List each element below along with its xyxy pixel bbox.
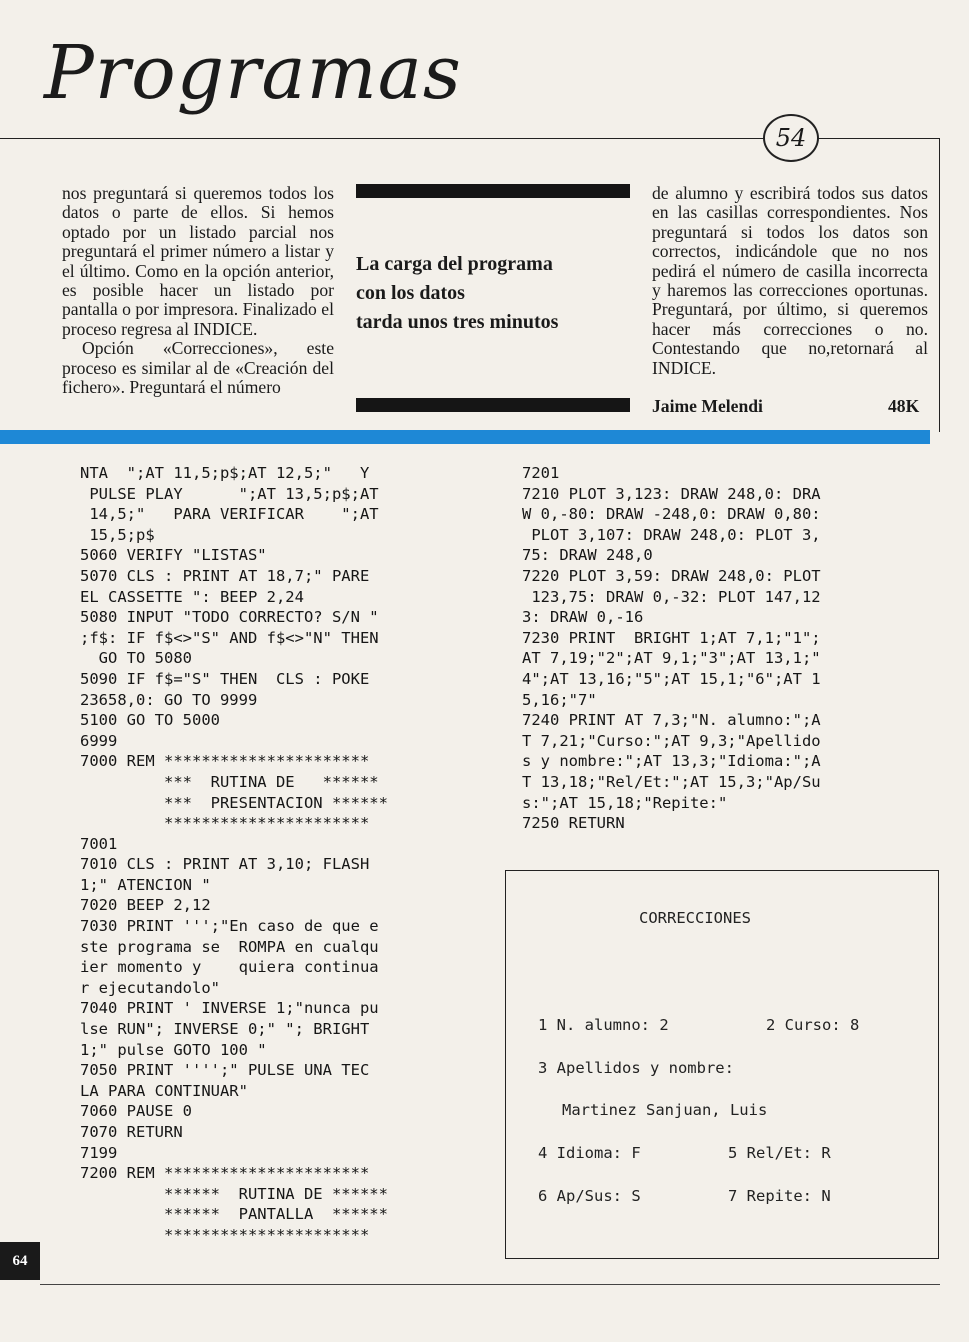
code-line: *** RUTINA DE ****** [80, 772, 379, 791]
article-column-3 [652, 184, 928, 378]
code-line: ****** PANTALLA ****** [80, 1205, 388, 1224]
code-line: 7210 PLOT 3,123: DRAW 248,0: DRA [522, 484, 821, 503]
code-line: 7199 [80, 1143, 118, 1162]
code-line: 7240 PRINT AT 7,3;"N. alumno:";A [522, 711, 821, 730]
code-line: ste programa se ROMPA en cualqu [80, 937, 379, 956]
screen-field-nombre-value: Martinez Sanjuan, Luis [562, 1101, 768, 1119]
section-title: Programas [44, 30, 462, 116]
code-listing-right [522, 463, 922, 834]
code-line: 5100 GO TO 5000 [80, 711, 220, 730]
code-line: GO TO 5080 [80, 649, 192, 668]
code-line: ********************** [80, 1225, 370, 1244]
code-line: 7070 RETURN [80, 1123, 183, 1141]
pull-quote-text [356, 250, 630, 337]
code-line: 7250 RETURN [522, 814, 625, 833]
code-line: AT 7,19;"2";AT 9,1;"3";AT 13,1;" [522, 649, 821, 668]
bottom-rule [40, 1284, 940, 1285]
pull-quote [356, 184, 630, 412]
screen-title: CORRECCIONES [639, 909, 751, 927]
article-paragraph: Opción «Correcciones», este proceso es similar al de «Creación del fichero». Preguntará el número [62, 338, 334, 398]
code-line: 7060 PAUSE 0 [80, 1102, 192, 1121]
code-line: NTA ";AT 11,5;p$;AT 12,5;" Y [80, 464, 370, 482]
code-line: 123,75: DRAW 0,-32: PLOT 147,12 [522, 587, 821, 606]
pull-quote-bottom-bar [356, 398, 630, 412]
code-line: 7010 CLS : PRINT AT 3,10; FLASH [80, 855, 370, 874]
page-number: 64 [0, 1242, 40, 1280]
code-line: 7030 PRINT ''';"En caso de que e [80, 917, 379, 936]
frame-right-rule [939, 138, 940, 432]
code-line: 7200 REM ********************** [80, 1164, 370, 1183]
code-line: ********************** [80, 814, 370, 833]
blue-divider [0, 430, 930, 444]
code-line: ****** RUTINA DE ****** [80, 1184, 388, 1203]
article-paragraph: nos preguntará si queremos todos los datos o parte de ellos. Si hemos optado por un listado parcial nos preguntará el primer número a listar y el último. Como en la opción anterior, es posible hacer un listado por pantalla o por impresora. Finalizado el proceso regresa al INDICE. [62, 183, 334, 339]
code-line: ;f$: IF f$<>"S" AND f$<>"N" THEN [80, 628, 379, 647]
code-line: 5070 CLS : PRINT AT 18,7;" PARE [80, 566, 370, 585]
pull-quote-line: con los datos [356, 282, 465, 304]
code-line: 5090 IF f$="S" THEN CLS : POKE [80, 669, 370, 688]
screen-field-alumno: 1 N. alumno: 2 [538, 1016, 669, 1034]
code-line: 3: DRAW 0,-16 [522, 608, 644, 627]
code-line: r ejecutandolo" [80, 978, 220, 997]
program-number-badge: 54 [763, 114, 819, 162]
code-line: 23658,0: GO TO 9999 [80, 690, 258, 709]
code-line: s:";AT 15,18;"Repite:" [522, 793, 728, 812]
code-line: 14,5;" PARA VERIFICAR ";AT [80, 505, 379, 524]
code-line: ier momento y quiera continua [80, 958, 379, 977]
code-line: 7220 PLOT 3,59: DRAW 248,0: PLOT [522, 566, 821, 585]
screen-field-idioma: 4 Idioma: F [538, 1144, 641, 1162]
code-line: 7230 PRINT BRIGHT 1;AT 7,1;"1"; [522, 628, 821, 647]
screen-field-apellidos: 3 Apellidos y nombre: [538, 1059, 734, 1077]
article-column-1 [62, 184, 334, 397]
code-line: PULSE PLAY ";AT 13,5;p$;AT [80, 484, 379, 503]
screen-field-repite: 7 Repite: N [728, 1187, 831, 1205]
code-line: 5060 VERIFY "LISTAS" [80, 546, 267, 565]
code-line: 7020 BEEP 2,12 [80, 896, 211, 915]
code-listing-left [80, 463, 490, 1246]
screen-field-curso: 2 Curso: 8 [766, 1016, 860, 1034]
pull-quote-line: tarda unos tres minutos [356, 311, 559, 333]
code-line: 5080 INPUT "TODO CORRECTO? S/N " [80, 608, 379, 627]
pull-quote-line: La carga del programa [356, 253, 553, 275]
code-line: PLOT 3,107: DRAW 248,0: PLOT 3, [522, 525, 821, 544]
author-name: Jaime Melendi [652, 396, 763, 416]
article-paragraph: de alumno y escribirá todos sus datos en las casillas correspondientes. Nos preguntará si todos los datos son correctos, indicándole que no nos pedirá el número de casilla incorrecta y haremos las correcciones oportunas. Preguntará, por último, si queremos hacer más correcciones o no. Contestando que no,retornará al INDICE. [652, 183, 928, 378]
edition-label: 48K [888, 396, 920, 416]
code-line: LA PARA CONTINUAR" [80, 1081, 248, 1100]
code-line: 6999 [80, 731, 118, 750]
code-line: *** PRESENTACION ****** [80, 793, 388, 812]
code-line: 1;" pulse GOTO 100 " [80, 1040, 267, 1059]
code-line: W 0,-80: DRAW -248,0: DRAW 0,80: [522, 505, 821, 524]
code-line: s y nombre:";AT 13,3;"Idioma:";A [522, 752, 821, 771]
code-line: 7050 PRINT '''';" PULSE UNA TEC [80, 1061, 370, 1080]
code-line: 7040 PRINT ' INVERSE 1;"nunca pu [80, 999, 379, 1018]
code-line: T 7,21;"Curso:";AT 9,3;"Apellido [522, 731, 821, 750]
code-line: EL CASSETTE ": BEEP 2,24 [80, 587, 304, 606]
code-line: 1;" ATENCION " [80, 875, 211, 894]
screen-field-rel-et: 5 Rel/Et: R [728, 1144, 831, 1162]
code-line: T 13,18;"Rel/Et:";AT 15,3;"Ap/Su [522, 772, 821, 791]
code-line: 75: DRAW 248,0 [522, 546, 653, 565]
code-line: 7001 [80, 834, 118, 853]
screen-field-ap-sus: 6 Ap/Sus: S [538, 1187, 641, 1205]
code-line: 7000 REM ********************** [80, 752, 370, 771]
code-line: 5,16;"7" [522, 690, 597, 709]
code-line: 4";AT 13,16;"5";AT 15,1;"6";AT 1 [522, 669, 821, 688]
pull-quote-top-bar [356, 184, 630, 198]
code-line: lse RUN"; INVERSE 0;" "; BRIGHT [80, 1020, 370, 1039]
code-line: 15,5;p$ [80, 525, 155, 544]
screen-preview [505, 870, 939, 1259]
code-line: 7201 [522, 464, 560, 482]
